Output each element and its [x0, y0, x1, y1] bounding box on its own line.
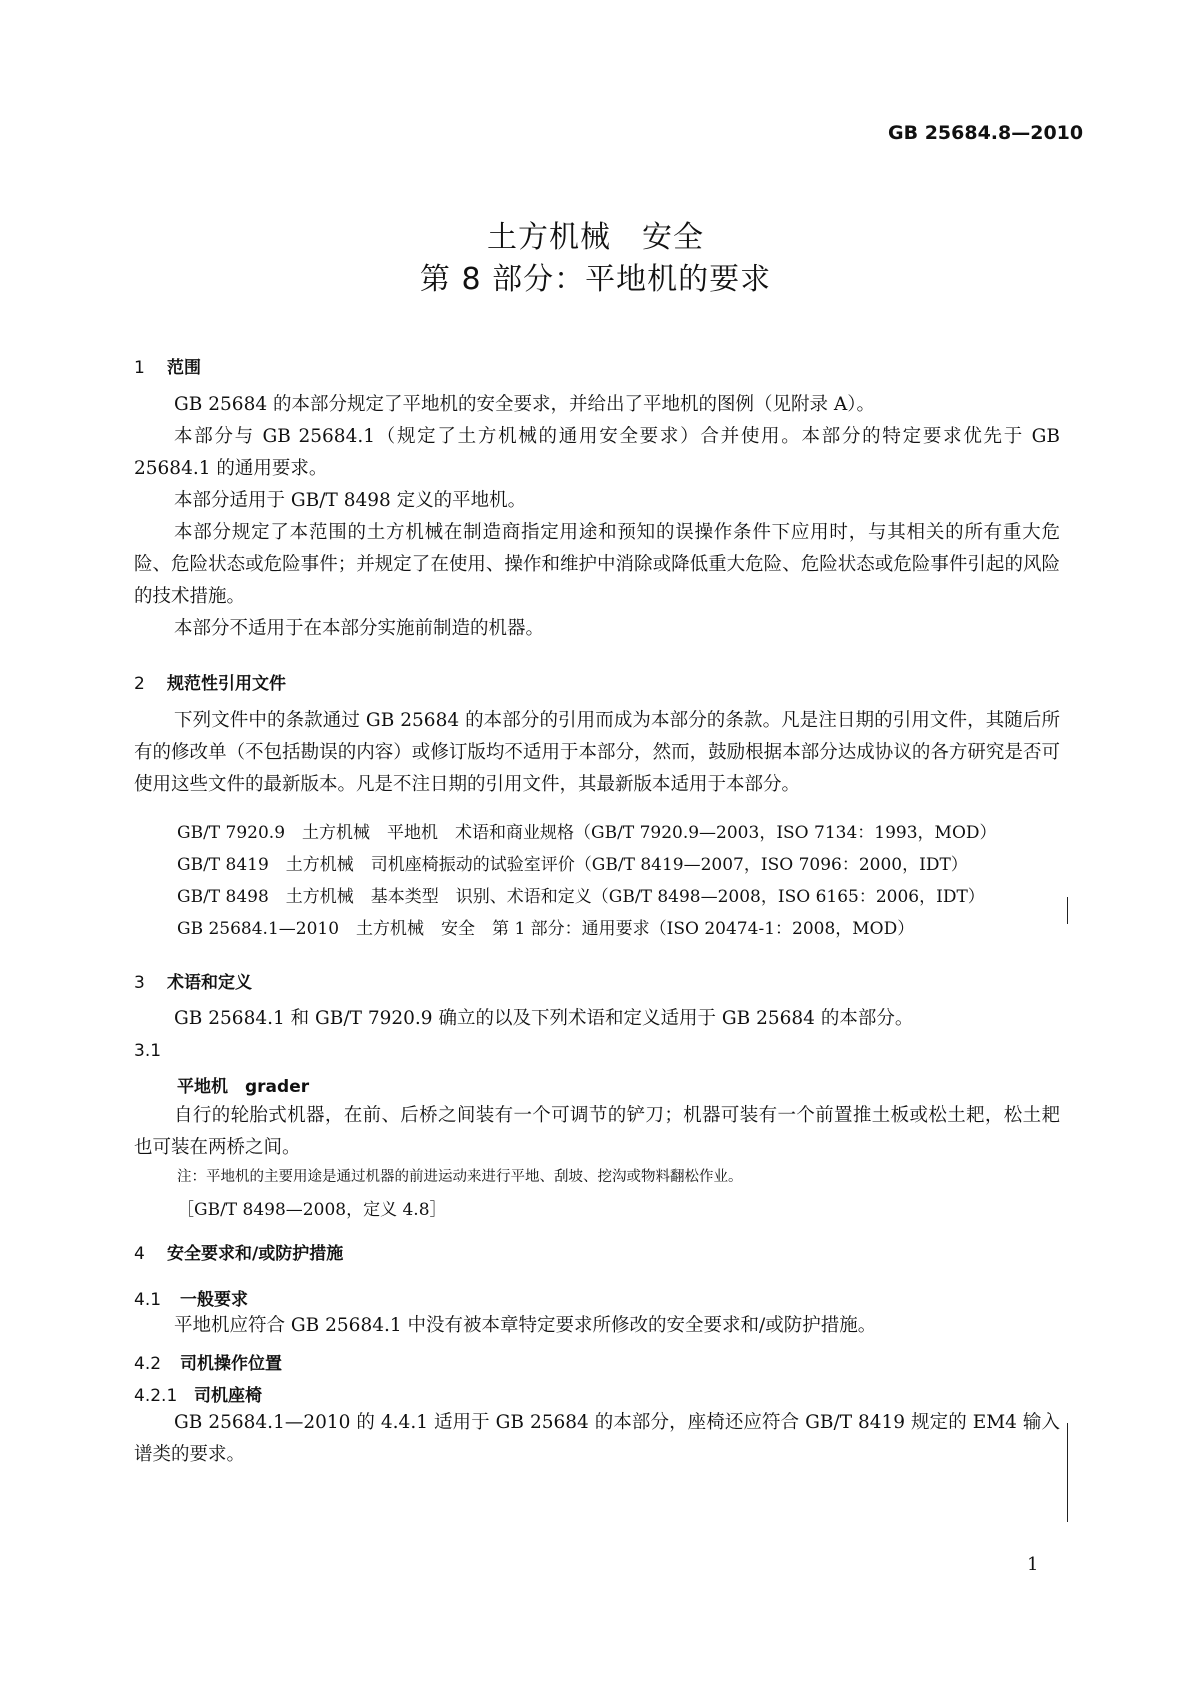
section-number: 2 — [134, 674, 145, 694]
term-note: 注：平地机的主要用途是通过机器的前进运动来进行平地、刮坡、挖沟或物料翻松作业。 — [177, 1169, 743, 1185]
section-title: 司机操作位置 — [180, 1354, 282, 1374]
section-number: 4.2.1 — [134, 1386, 178, 1406]
term-source: ［GB/T 8498—2008，定义 4.8］ — [177, 1200, 447, 1220]
section-4-2-heading — [134, 1349, 282, 1374]
standard-number: GB 25684.8—2010 — [888, 122, 1084, 144]
document-title-line1: 土方机械 安全 — [487, 220, 704, 255]
reference-item: GB/T 7920.9 土方机械 平地机 术语和商业规格（GB/T 7920.9—2003，ISO 7134：1993，MOD） — [177, 823, 997, 843]
section-4-1-heading — [134, 1285, 248, 1310]
section-title: 术语和定义 — [167, 973, 252, 993]
section-number: 4.1 — [134, 1290, 162, 1310]
reference-item: GB/T 8498 土方机械 基本类型 识别、术语和定义（GB/T 8498—2008，ISO 6165：2006，IDT） — [177, 887, 985, 907]
section-number: 1 — [134, 358, 145, 378]
section-title: 规范性引用文件 — [167, 674, 286, 694]
revision-bar — [1067, 1423, 1068, 1522]
s1-paragraph-5: 本部分不适用于在本部分实施前制造的机器。 — [174, 618, 545, 639]
document-title-line2: 第 8 部分：平地机的要求 — [419, 262, 772, 297]
term-definition: 自行的轮胎式机器，在前、后桥之间装有一个可调节的铲刀；机器可装有一个前置推土板或松土耙，松土耙也可装在两桥之间。 — [134, 1105, 1060, 1158]
s41-text: 平地机应符合 GB 25684.1 中没有被本章特定要求所修改的安全要求和/或防护措施。 — [174, 1315, 877, 1336]
s1-paragraph-3: 本部分适用于 GB/T 8498 定义的平地机。 — [174, 490, 527, 511]
section-number: 4 — [134, 1244, 145, 1264]
reference-item: GB 25684.1—2010 土方机械 安全 第 1 部分：通用要求（ISO 20474-1：2008，MOD） — [177, 919, 915, 939]
section-title: 一般要求 — [180, 1290, 248, 1310]
section-2-heading — [134, 669, 286, 694]
section-title: 安全要求和/或防护措施 — [167, 1244, 344, 1264]
section-4-heading — [134, 1239, 343, 1264]
section-4-2-1-heading — [134, 1381, 262, 1406]
section-title: 范围 — [167, 358, 201, 378]
s1-paragraph-2: 本部分与 GB 25684.1（规定了土方机械的通用安全要求）合并使用。本部分的特定要求优先于 GB 25684.1 的通用要求。 — [134, 426, 1060, 479]
term-number: 3.1 — [134, 1041, 162, 1061]
section-number: 4.2 — [134, 1354, 162, 1374]
section-title: 司机座椅 — [194, 1386, 262, 1406]
s421-text: GB 25684.1—2010 的 4.4.1 适用于 GB 25684 的本部分，座椅还应符合 GB/T 8419 规定的 EM4 输入谱类的要求。 — [134, 1412, 1060, 1465]
term-name: 平地机 grader — [177, 1077, 310, 1097]
section-number: 3 — [134, 973, 145, 993]
reference-item: GB/T 8419 土方机械 司机座椅振动的试验室评价（GB/T 8419—2007，ISO 7096：2000，IDT） — [177, 855, 968, 875]
s3-intro: GB 25684.1 和 GB/T 7920.9 确立的以及下列术语和定义适用于 GB 25684 的本部分。 — [174, 1008, 914, 1029]
section-1-heading — [134, 353, 201, 378]
s1-paragraph-4: 本部分规定了本范围的土方机械在制造商指定用途和预知的误操作条件下应用时，与其相关的所有重大危险、危险状态或危险事件；并规定了在使用、操作和维护中消除或降低重大危险、危险状态或危险事件引起的风险的技术措施。 — [134, 522, 1060, 607]
page-number: 1 — [1027, 1554, 1039, 1575]
s1-paragraph-1: GB 25684 的本部分规定了平地机的安全要求，并给出了平地机的图例（见附录 A）。 — [174, 394, 875, 415]
section-3-heading — [134, 968, 252, 993]
s2-intro: 下列文件中的条款通过 GB 25684 的本部分的引用而成为本部分的条款。凡是注日期的引用文件，其随后所有的修改单（不包括勘误的内容）或修订版均不适用于本部分，然而，鼓励根据本部分达成协议的各方研究是否可使用这些文件的最新版本。凡是不注日期的引用文件，其最新版本适用于本部分。 — [134, 710, 1060, 795]
revision-bar — [1067, 897, 1068, 924]
